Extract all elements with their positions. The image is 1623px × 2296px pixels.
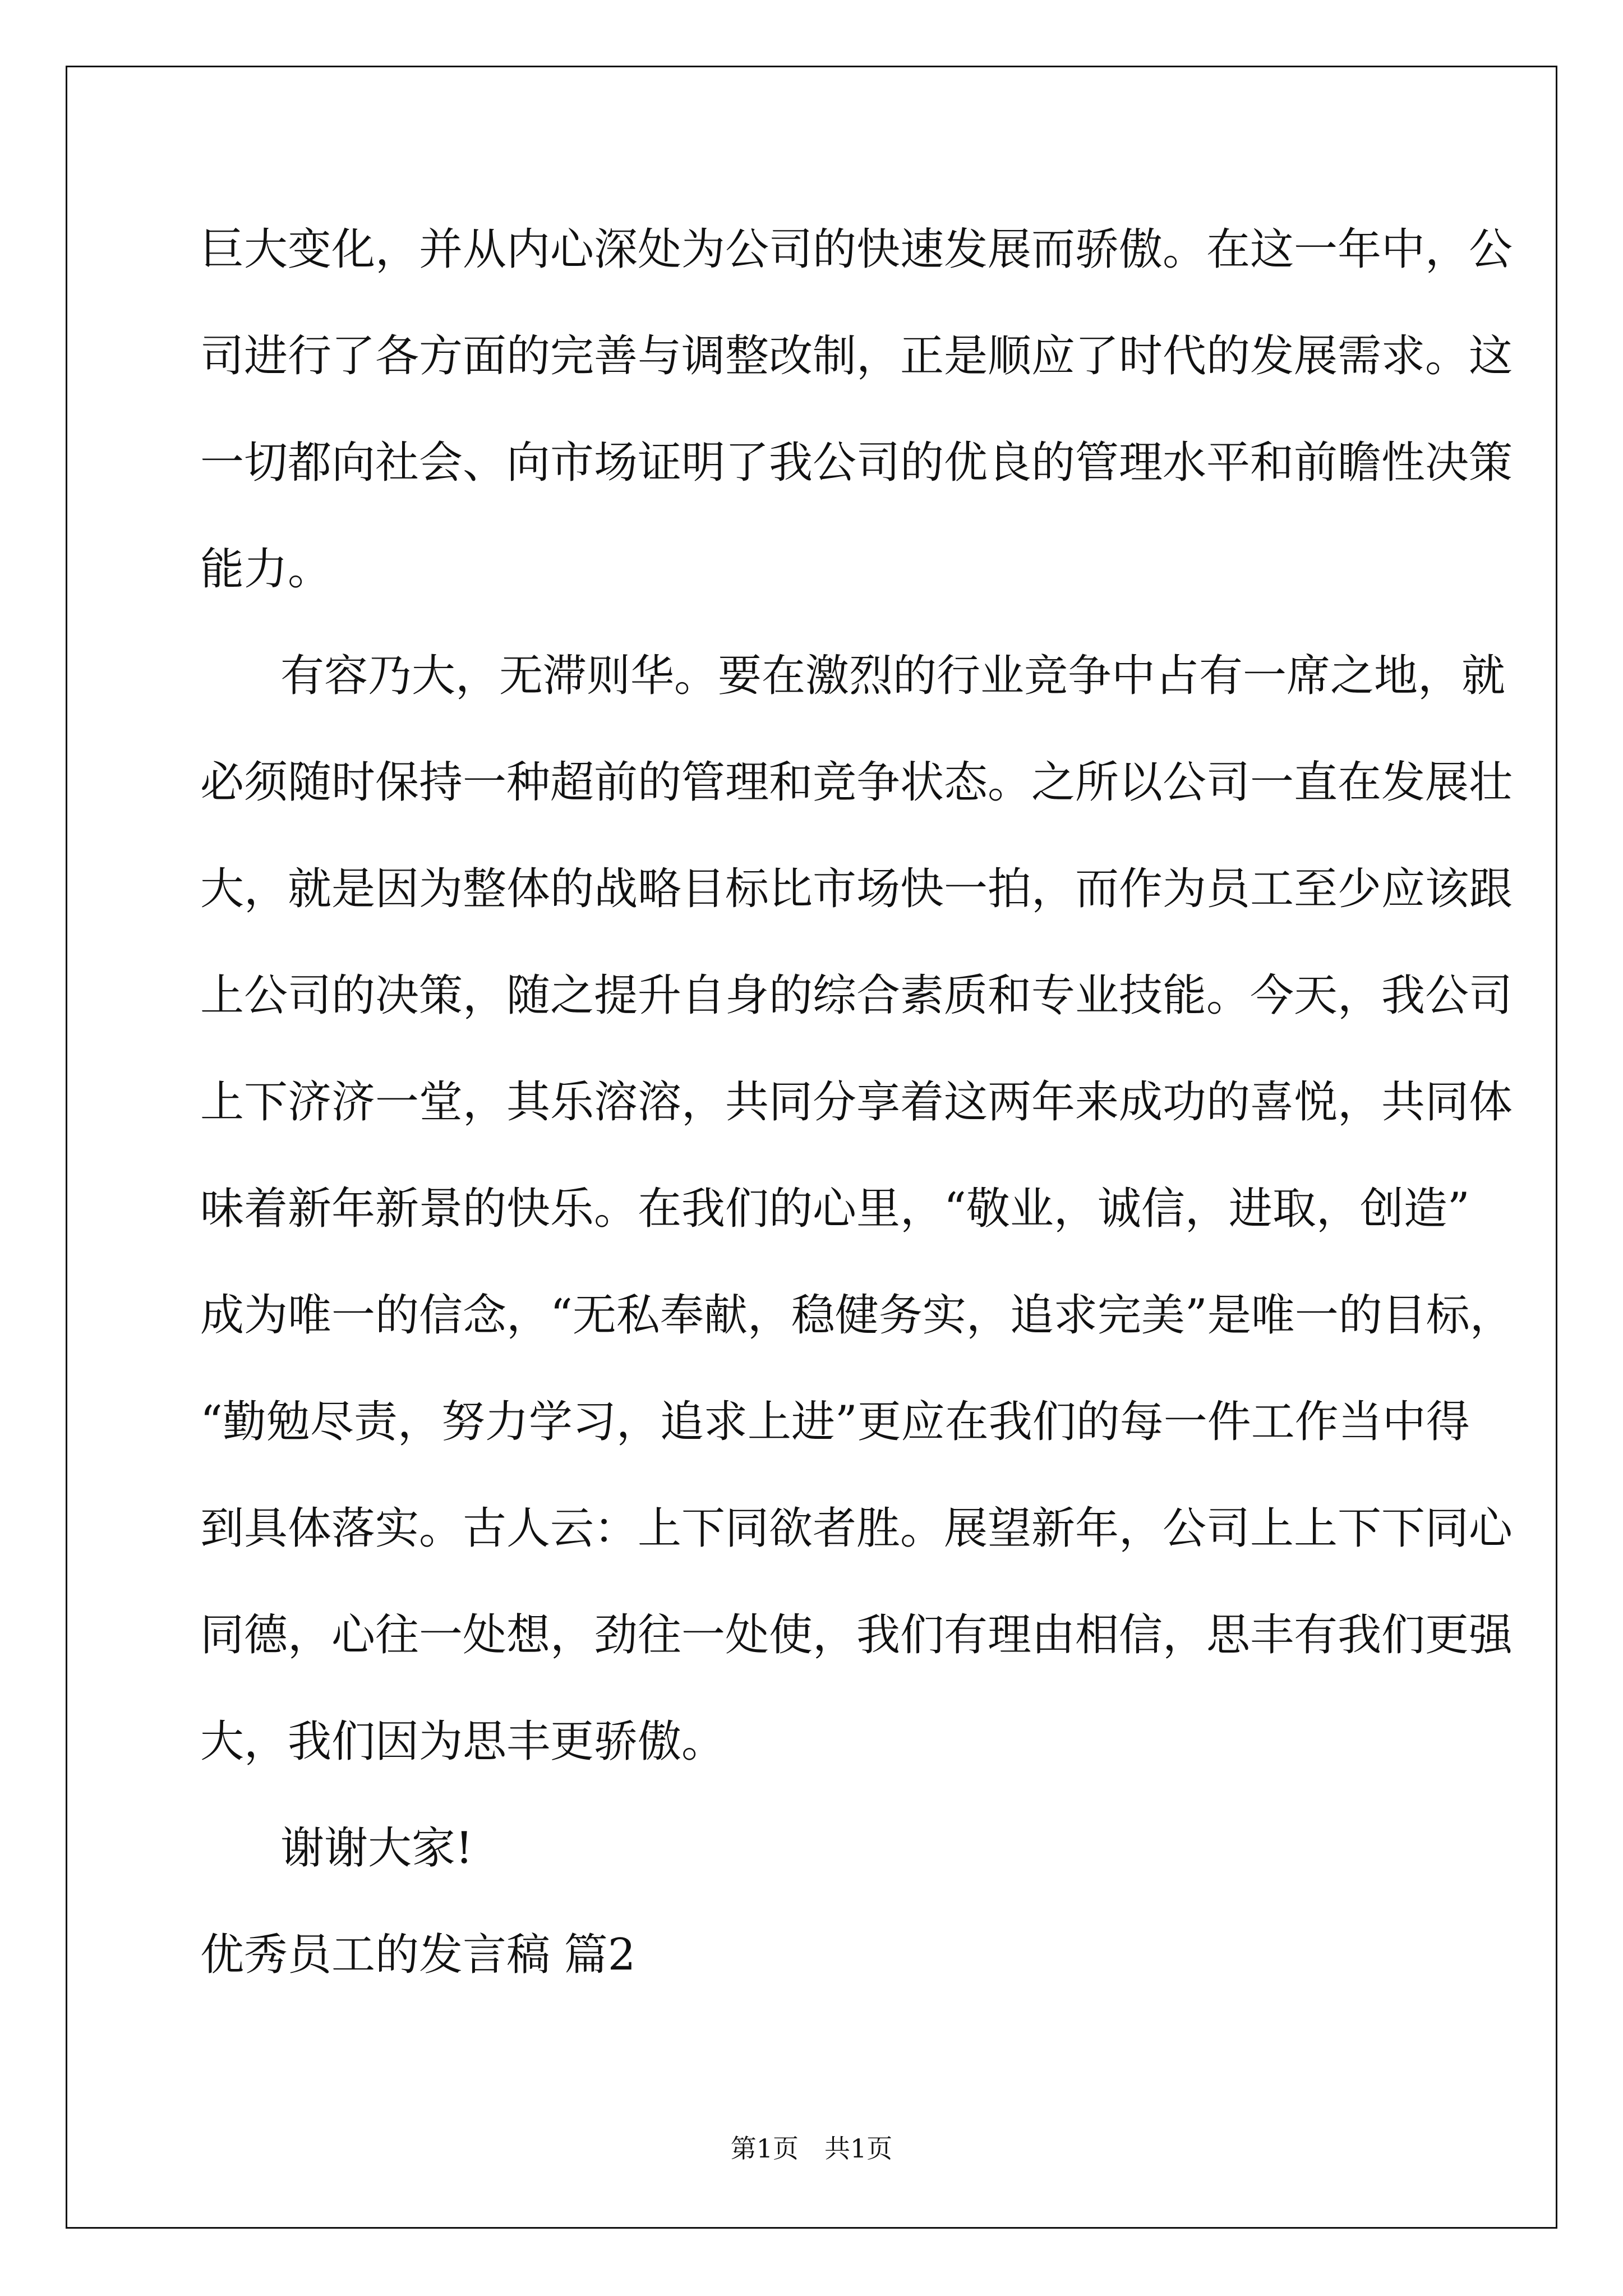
text-line: 同德，心往一处想，劲往一处使，我们有理由相信，思丰有我们更强 <box>200 1610 1513 1660</box>
text-line: 一切都向社会、向市场证明了我公司的优良的管理水平和前瞻性决策 <box>200 438 1513 488</box>
text-line: 巨大变化，并从内心深处为公司的快速发展而骄傲。在这一年中，公 <box>200 224 1513 275</box>
text-line: 司进行了各方面的完善与调整改制，正是顺应了时代的发展需求。这 <box>200 331 1513 381</box>
text-line: 有容乃大，无滞则华。要在激烈的行业竞争中占有一席之地，就 <box>280 651 1506 701</box>
closing-line: 谢谢大家! <box>280 1823 473 1874</box>
text-line: 必须随时保持一种超前的管理和竞争状态。之所以公司一直在发展壮 <box>200 757 1513 808</box>
section-heading: 优秀员工的发言稿 篇2 <box>200 1930 636 1980</box>
text-line: “勤勉尽责，努力学习，追求上进”更应在我们的每一件工作当中得 <box>200 1397 1470 1447</box>
text-line: 成为唯一的信念，“无私奉献，稳健务实，追求完美”是唯一的目标， <box>200 1290 1514 1341</box>
page-footer: 第1页 共1页 <box>730 2133 893 2164</box>
text-line: 上下济济一堂，其乐溶溶，共同分享着这两年来成功的喜悦，共同体 <box>200 1077 1513 1128</box>
text-line: 到具体落实。古人云：上下同欲者胜。展望新年，公司上上下下同心 <box>200 1503 1513 1554</box>
text-line: 味着新年新景的快乐。在我们的心里，“敬业，诚信，进取，创造” <box>200 1184 1470 1234</box>
text-line: 能力。 <box>200 544 332 595</box>
page-frame <box>66 66 1557 2229</box>
text-line: 上公司的决策，随之提升自身的综合素质和专业技能。今天，我公司 <box>200 970 1513 1021</box>
text-line: 大，就是因为整体的战略目标比市场快一拍，而作为员工至少应该跟 <box>200 864 1513 914</box>
text-line: 大，我们因为思丰更骄傲。 <box>200 1717 726 1767</box>
